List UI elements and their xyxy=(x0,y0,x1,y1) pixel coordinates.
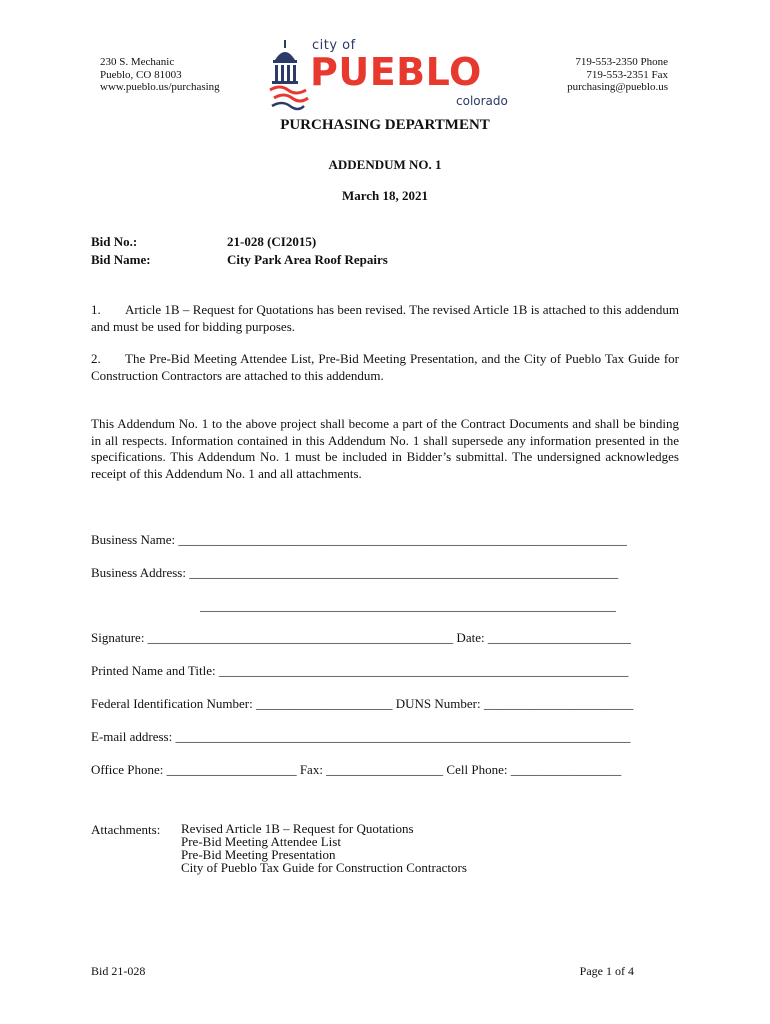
logo-colorado-text: colorado xyxy=(456,94,508,108)
addendum-title: ADDENDUM NO. 1 xyxy=(328,157,442,172)
bid-number-label: Bid No.: xyxy=(91,234,138,249)
website-link[interactable]: www.pueblo.us/purchasing xyxy=(100,81,220,93)
letterhead-contact xyxy=(567,56,668,94)
phone-number: 719-553-2350 Phone xyxy=(575,56,668,68)
printed-name-title-field[interactable]: Printed Name and Title: _______________________________________________________________ xyxy=(91,663,629,678)
addendum-item-2 xyxy=(91,351,679,384)
attachment-item: Pre-Bid Meeting Presentation xyxy=(181,847,336,862)
business-address-line-2-field[interactable]: ________________________________________________________________ xyxy=(200,598,616,613)
letterhead-address xyxy=(100,56,220,94)
federal-id-duns-field[interactable]: Federal Identification Number: _____________________ DUNS Number: _______________________ xyxy=(91,696,634,711)
addendum-item-1 xyxy=(91,302,679,335)
attachment-item: City of Pueblo Tax Guide for Construction Contractors xyxy=(181,860,467,875)
business-address-field[interactable]: Business Address: __________________________________________________________________ xyxy=(91,565,619,580)
logo-pueblo-text: PUEBLO xyxy=(310,50,482,94)
fax-number: 719-553-2351 Fax xyxy=(586,68,668,81)
bid-number-value: 21-028 (CI2015) xyxy=(227,234,317,249)
item-text: Article 1B – Request for Quotations has been revised. The revised Article 1B is attached to this addendum and must be used for bidding purposes. xyxy=(91,302,679,334)
logo-city-of-text: city of xyxy=(312,38,356,53)
bid-name-label: Bid Name: xyxy=(91,252,151,267)
item-number: 1. xyxy=(91,302,101,317)
city-of-pueblo-logo xyxy=(268,38,513,112)
item-number: 2. xyxy=(91,351,101,366)
department-title: PURCHASING DEPARTMENT xyxy=(280,117,490,133)
address-line: 230 S. Mechanic xyxy=(100,56,175,68)
business-name-field[interactable]: Business Name: _____________________________________________________________________ xyxy=(91,532,627,547)
attachment-item: Revised Article 1B – Request for Quotations xyxy=(181,821,414,836)
email-link[interactable]: purchasing@pueblo.us xyxy=(567,81,668,93)
item-text: The Pre-Bid Meeting Attendee List, Pre-Bid Meeting Presentation, and the City of Pueblo Tax Guide for Construction Contractors are attached to this addendum. xyxy=(91,351,679,383)
signature-date-field[interactable]: Signature: _______________________________________________ Date: ______________________ xyxy=(91,630,631,645)
phone-fax-field[interactable]: Office Phone: ____________________ Fax: __________________ Cell Phone: _________________ xyxy=(91,762,622,777)
address-line: Pueblo, CO 81003 xyxy=(100,68,182,81)
footer-bid-number: Bid 21-028 xyxy=(91,964,146,978)
attachments-label: Attachments: xyxy=(91,822,161,837)
footer-page-number: Page 1 of 4 xyxy=(579,964,634,978)
attachment-item: Pre-Bid Meeting Attendee List xyxy=(181,834,341,849)
bid-name-value: City Park Area Roof Repairs xyxy=(227,252,388,267)
addendum-date: March 18, 2021 xyxy=(341,188,429,203)
email-address-field[interactable]: E-mail address: ______________________________________________________________________ xyxy=(91,729,631,744)
acknowledgement-paragraph: This Addendum No. 1 to the above project shall become a part of the Contract Documents and shall be binding in all respects. Information contained in this Addendum No. 1 shall supersede any information presented in the specifications. This Addendum No. 1 must be included in Bidder’s submittal. The undersigned acknowledges receipt of this Addendum No. 1 and all attachments. xyxy=(91,416,679,481)
attachments-list xyxy=(181,822,467,874)
